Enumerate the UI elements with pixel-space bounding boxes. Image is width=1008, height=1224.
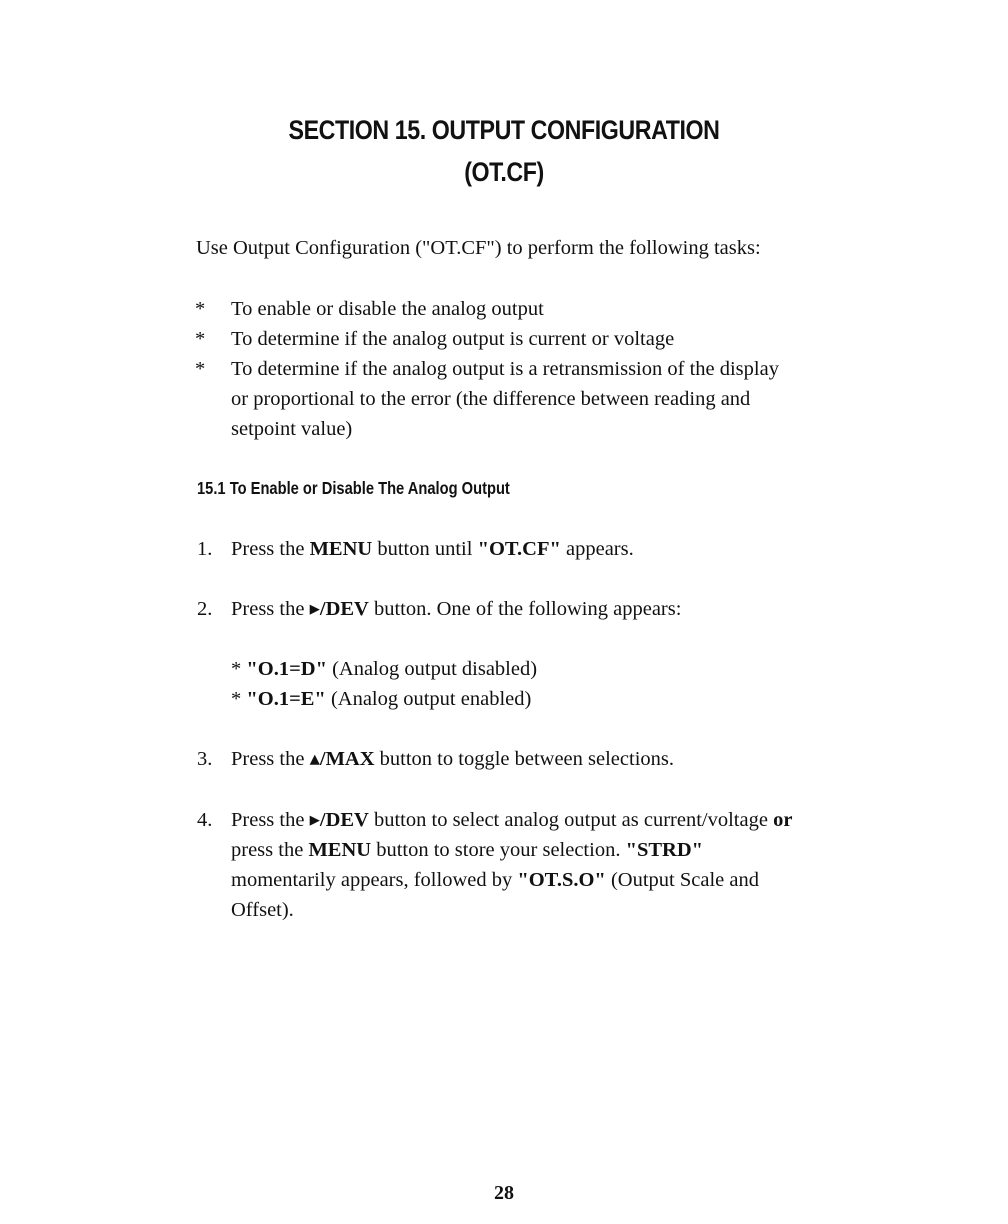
option-disabled: * "O.1=D" (Analog output disabled) (231, 658, 538, 680)
step-1-text: Press the MENU button until "OT.CF" appears. (231, 538, 634, 560)
step-4-line-2: press the MENU button to store your selection. "STRD" (231, 839, 704, 861)
subsection-heading: 15.1 To Enable or Disable The Analog Output (197, 478, 510, 498)
bullet-item-2: To determine if the analog output is current or voltage (231, 328, 675, 350)
page-number: 28 (494, 1182, 514, 1204)
bullet-marker: * (195, 298, 206, 320)
bullet-item-1: To enable or disable the analog output (231, 298, 544, 320)
step-2-text: Press the ▸/DEV button. One of the following appears: (231, 598, 682, 620)
step-2-number: 2. (197, 598, 213, 620)
bullet-marker: * (195, 358, 206, 380)
step-4-line-3: momentarily appears, followed by "OT.S.O" (Output Scale and (231, 869, 759, 891)
step-1-number: 1. (197, 538, 213, 560)
section-title-line-1: SECTION 15. OUTPUT CONFIGURATION (288, 115, 720, 145)
bullet-marker: * (195, 328, 206, 350)
section-title-line-2: (OT.CF) (464, 157, 544, 187)
step-3-text: Press the ▴/MAX button to toggle between selections. (231, 748, 674, 770)
step-3-number: 3. (197, 748, 213, 770)
option-enabled: * "O.1=E" (Analog output enabled) (231, 688, 532, 710)
step-4-line-4: Offset). (231, 899, 294, 921)
step-4-line-1: Press the ▸/DEV button to select analog output as current/voltage or (231, 809, 793, 831)
bullet-item-3-line-1: To determine if the analog output is a retransmission of the display (231, 358, 779, 380)
bullet-item-3-line-2: or proportional to the error (the difference between reading and (231, 388, 751, 410)
bullet-item-3-line-3: setpoint value) (231, 418, 353, 440)
intro-paragraph: Use Output Configuration ("OT.CF") to perform the following tasks: (196, 237, 761, 259)
step-4-number: 4. (197, 809, 213, 831)
